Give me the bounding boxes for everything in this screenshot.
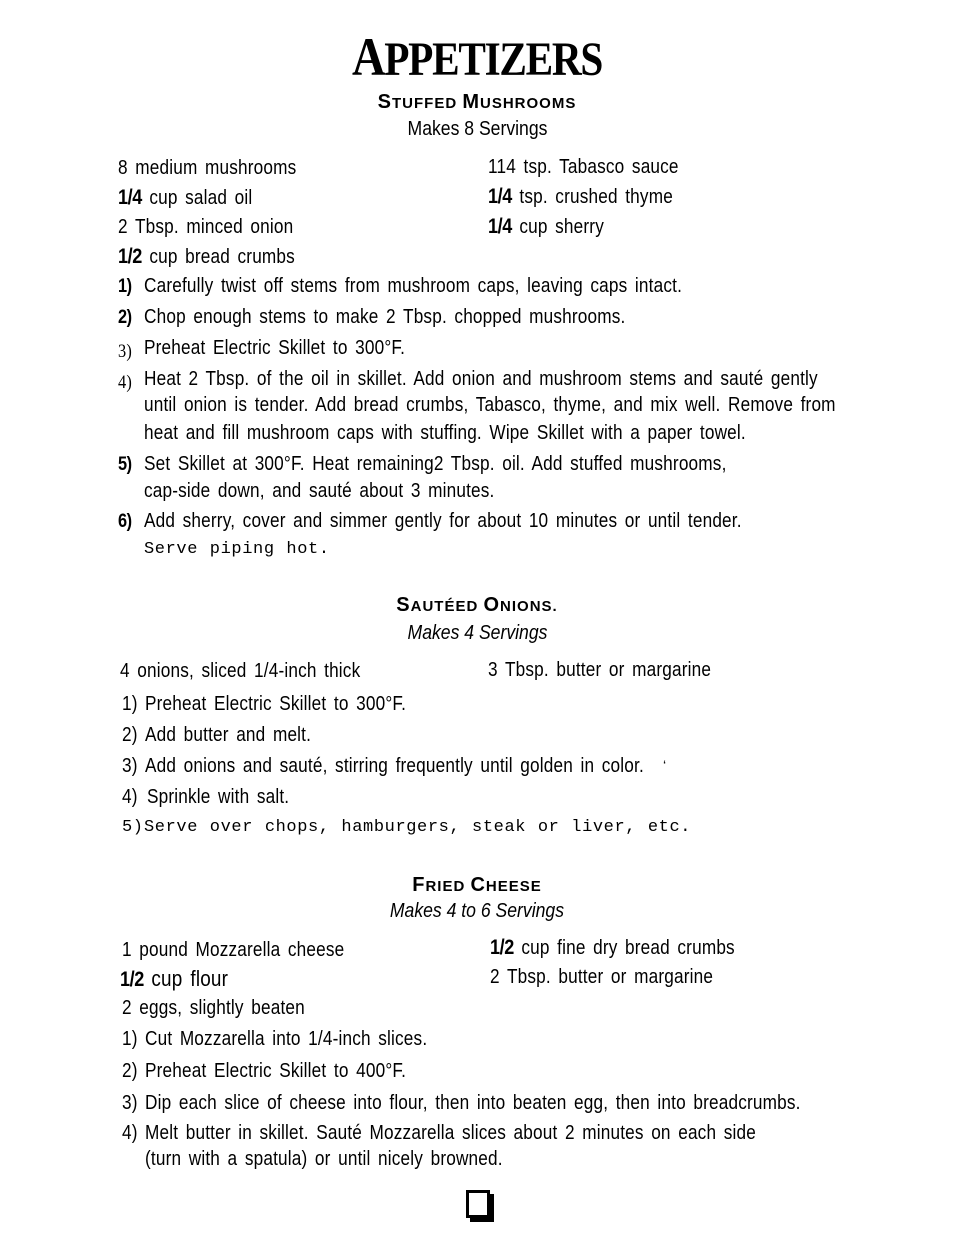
step-number: 4) — [122, 786, 138, 808]
step-text: Chop enough stems to make 2 Tbsp. chopped mushrooms. — [144, 306, 626, 328]
ingredient: 1/4 cup salad oil — [118, 186, 253, 209]
ingredient: 114 tsp. Tabasco sauce — [488, 156, 679, 178]
step-number: 5) — [118, 454, 132, 475]
step-number: 3) — [122, 755, 138, 777]
ingredient: 8 medium mushrooms — [118, 157, 297, 179]
step-text: cap-side down, and sauté about 3 minutes. — [144, 480, 495, 502]
step-text: heat and fill mushroom caps with stuffing. Wipe Skillet with a paper towel. — [144, 422, 746, 444]
ingredient: 3 Tbsp. butter or margarine — [488, 659, 712, 681]
step-text: Set Skillet at 300°F. Heat remaining2 Tbsp. oil. Add stuffed mushrooms, — [144, 453, 727, 475]
ingredient: 2 Tbsp. minced onion — [118, 216, 294, 238]
ingredient: 2 Tbsp. butter or margarine — [490, 966, 714, 988]
recipe-title-fried-cheese: FRIED CHEESE — [412, 874, 542, 896]
step-text: Serve over chops, hamburgers, steak or liver, etc. — [144, 818, 692, 837]
step-number: 5) — [122, 818, 144, 837]
step-text: Heat 2 Tbsp. of the oil in skillet. Add onion and mushroom stems and sauté gently — [144, 368, 818, 390]
step-text: Sprinkle with salt. — [147, 786, 290, 808]
step-number: 4) — [118, 372, 132, 393]
recipe-title-stuffed-mushrooms: STUFFED MUSHROOMS — [377, 91, 577, 113]
step-text: Add butter and melt. — [145, 724, 312, 746]
ingredient: 1/2 cup fine dry bread crumbs — [490, 936, 735, 959]
step-text: Cut Mozzarella into 1/4-inch slices. — [145, 1028, 428, 1050]
step-text: Add onions and sauté, stirring frequently until golden in color. — [145, 755, 644, 777]
step-number: 1) — [122, 1028, 138, 1050]
step-number: 2) — [122, 1060, 138, 1082]
step-number: 4) — [122, 1122, 138, 1144]
step-number: 1) — [118, 276, 132, 297]
ingredient: 1/2 cup flour — [120, 966, 229, 991]
step-text: Preheat Electric Skillet to 300°F. — [145, 693, 407, 715]
step-text: Carefully twist off stems from mushroom caps, leaving caps intact. — [144, 275, 683, 297]
step-text: Serve piping hot. — [144, 540, 330, 559]
step-text: Preheat Electric Skillet to 300°F. — [144, 337, 406, 359]
stray-mark: ‘ — [663, 757, 667, 773]
step-number: 1) — [122, 693, 138, 715]
servings-sauteed-onions: Makes 4 Servings — [407, 622, 547, 644]
step-text: until onion is tender. Add bread crumbs, Tabasco, thyme, and mix well. Remove from — [144, 394, 836, 416]
step-number: 6) — [118, 511, 132, 532]
ingredient: 2 eggs, slightly beaten — [122, 997, 305, 1019]
step-text: Add sherry, cover and simmer gently for about 10 minutes or until tender. — [144, 510, 742, 532]
ingredient: 4 onions, sliced 1/4-inch thick — [120, 660, 361, 682]
page-title: APPETIZERS — [351, 27, 603, 87]
step-number: 3) — [122, 1092, 138, 1114]
step-number: 3) — [118, 341, 132, 362]
ingredient: 1/4 cup sherry — [488, 215, 604, 238]
step-number: 2) — [118, 307, 132, 328]
ingredient: 1 pound Mozzarella cheese — [122, 939, 345, 961]
square-box-icon — [466, 1190, 490, 1218]
step-text: Preheat Electric Skillet to 400°F. — [145, 1060, 407, 1082]
step-text: (turn with a spatula) or until nicely browned. — [145, 1148, 503, 1170]
ingredient: 1/2 cup bread crumbs — [118, 245, 295, 268]
step-text: Melt butter in skillet. Sauté Mozzarella slices about 2 minutes on each side — [145, 1122, 756, 1144]
servings-fried-cheese: Makes 4 to 6 Servings — [389, 900, 565, 922]
ingredient: 1/4 tsp. crushed thyme — [488, 185, 673, 208]
step-text: Dip each slice of cheese into flour, then into beaten egg, then into breadcrumbs. — [145, 1092, 801, 1114]
servings-stuffed-mushrooms: Makes 8 Servings — [407, 118, 547, 140]
step-number: 2) — [122, 724, 138, 746]
recipe-title-sauteed-onions: SAUTÉED ONIONS. — [396, 594, 558, 616]
